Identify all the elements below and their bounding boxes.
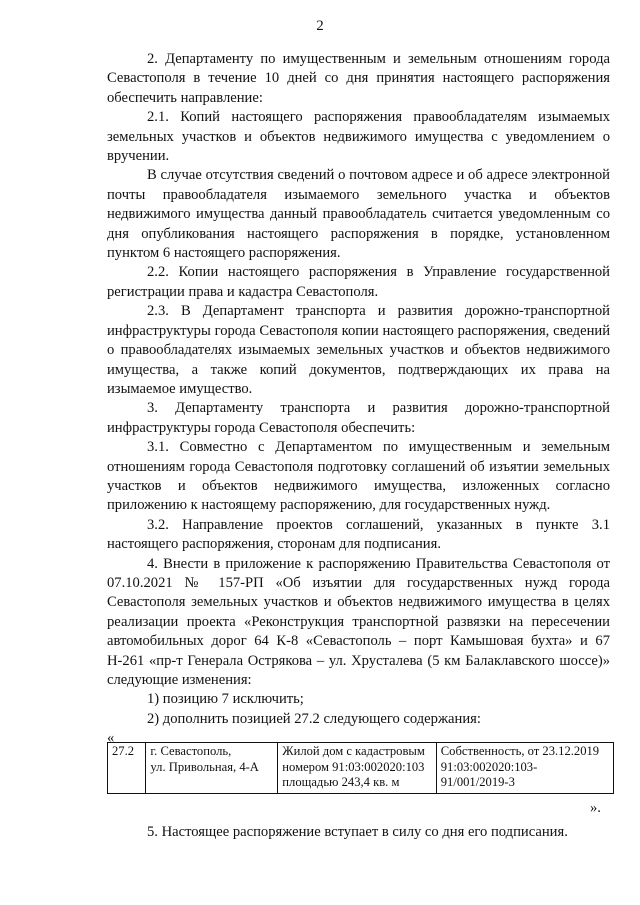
document-body bbox=[107, 50, 610, 749]
cell-position-number: 27.2 bbox=[108, 743, 146, 794]
object-line: номером 91:03:002020:103 bbox=[282, 759, 425, 774]
paragraph-2-1-note: В случае отсутствия сведений о почтовом адресе и об адресе электронной почты правообладателя изымаемого земельного участка и объектов недвижимого имущества данный правообладатель считается уведомленным со дня опубликования настоящего распоряжения в порядке, установленном пунктом 6 настоящего распоряжения. bbox=[107, 167, 610, 262]
paragraph-3-1: 3.1. Совместно с Департаментом по имущественным и земельным отношениям города Севастополя подготовку соглашений об изъятии земельных участков и объектов недвижимого имущества, изложенных согласно приложению к настоящему распоряжению, для государственных нужд. bbox=[107, 439, 610, 514]
quote-close-mark: ». bbox=[590, 800, 601, 816]
paragraph-3-2: 3.2. Направление проектов соглашений, указанных в пункте 3.1 настоящего распоряжения, сторонам для подписания. bbox=[107, 516, 610, 553]
cell-right bbox=[436, 743, 613, 794]
object-line: площадью 243,4 кв. м bbox=[282, 775, 400, 789]
quote-open-mark: « bbox=[107, 730, 115, 747]
insert-table bbox=[107, 742, 614, 794]
paragraph-4: 4. Внести в приложение к распоряжению Правительства Севастополя от 07.10.2021 № 157-РП «Об изъятии для государственных нужд города Севастополя земельных участков и объектов недвижимого имущества в целях реализации проекта «Реконструкция транспортной развязки на пересечении автомобильных дорог 64 К-8 «Севастополь – порт Камышовая бухта» и 67 Н-261 «пр-т Генерала Острякова – ул. Хрусталева (5 км Балаклавского шоссе)» следующие изменения: bbox=[107, 555, 610, 688]
paragraph-2-2: 2.2. Копии настоящего распоряжения в Управление государственной регистрации права и кадастра Севастополя. bbox=[107, 264, 610, 300]
paragraph-5: 5. Настоящее распоряжение вступает в силу со дня его подписания. bbox=[147, 824, 568, 840]
right-line: 91:03:002020:103- bbox=[440, 759, 538, 774]
table-row bbox=[108, 743, 614, 794]
page-number: 2 bbox=[316, 18, 324, 34]
paragraph-2: 2. Департаменту по имущественным и земельным отношениям города Севастополя в течение 10 дней со дня принятия настоящего распоряжения обеспечить направление: bbox=[107, 51, 610, 106]
paragraph-2-1: 2.1. Копий настоящего распоряжения правообладателям изымаемых земельных участков и объектов недвижимого имущества с уведомлением о вручении. bbox=[107, 109, 610, 165]
paragraph-2-3: 2.3. В Департамент транспорта и развития дорожно-транспортной инфраструктуры города Севастополя копии настоящего распоряжения, сведений о правообладателях изымаемых земельных участков и объектов недвижимого имущества, а также копий документов, подтверждающих их права на изымаемое имущество. bbox=[107, 303, 610, 397]
paragraph-3: 3. Департаменту транспорта и развития дорожно-транспортной инфраструктуры города Севастополя обеспечить: bbox=[107, 400, 610, 436]
address-line: ул. Привольная, 4-А bbox=[150, 759, 259, 774]
right-line: Собственность, от 23.12.2019 bbox=[440, 744, 600, 758]
address-line: г. Севастополь, bbox=[150, 744, 232, 758]
cell-object bbox=[278, 743, 436, 794]
cell-address bbox=[146, 743, 278, 794]
paragraph-4-item-2: 2) дополнить позицией 27.2 следующего содержания: bbox=[147, 710, 481, 727]
right-line: 91/001/2019-3 bbox=[440, 775, 515, 789]
paragraph-4-item-1: 1) позицию 7 исключить; bbox=[147, 691, 304, 708]
object-line: Жилой дом с кадастровым bbox=[282, 744, 425, 758]
